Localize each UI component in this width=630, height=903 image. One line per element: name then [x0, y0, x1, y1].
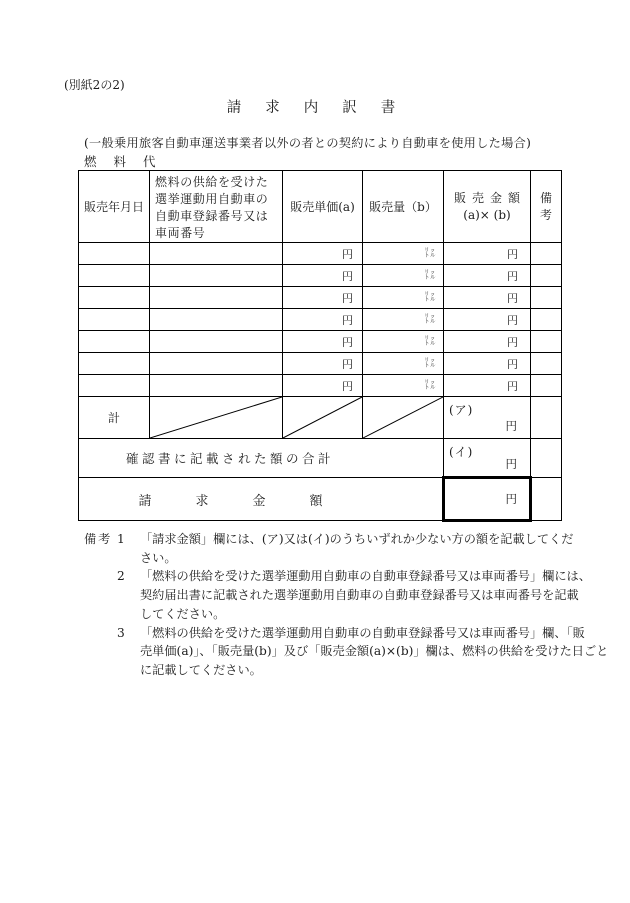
- note-text: 「請求金額」欄には、(ア)又は(イ)のうちいずれか少ない方の額を記載してくだ さい。: [140, 532, 574, 565]
- total-amount-cell: [444, 397, 531, 439]
- cell-remarks: [531, 331, 562, 353]
- notes-label: 備考: [84, 532, 113, 546]
- liter-unit: リッ トル: [424, 313, 436, 325]
- cell-vehicle-registration: [150, 287, 283, 309]
- cell-amount-yen: 円: [444, 265, 531, 287]
- table-row: [79, 353, 562, 375]
- billing-amount-label: 請求金額: [79, 478, 444, 521]
- cell-unit-price-yen: 円: [283, 265, 363, 287]
- note-number: 1: [117, 532, 125, 546]
- note-item-1: [84, 530, 574, 567]
- cell-remarks: [531, 353, 562, 375]
- cell-sale-date: [79, 265, 150, 287]
- liter-unit: リッ トル: [424, 357, 436, 369]
- liter-unit: リッ トル: [424, 291, 436, 303]
- billing-remarks-cell: [531, 478, 562, 521]
- cell-quantity-liter: [363, 265, 444, 287]
- header-sale-date: 販売年月日: [79, 171, 150, 243]
- total-amount-yen: 円: [505, 419, 517, 433]
- fuel-cost-table: [78, 170, 562, 522]
- cell-vehicle-registration: [150, 353, 283, 375]
- cell-amount-yen: 円: [444, 331, 531, 353]
- cell-vehicle-registration: [150, 309, 283, 331]
- note-number: 2: [117, 569, 125, 584]
- cell-sale-date: [79, 287, 150, 309]
- confirmed-remarks-cell: [531, 439, 562, 478]
- header-sales-amount-line1: 販売金額: [453, 190, 526, 205]
- cell-quantity-liter: [363, 353, 444, 375]
- cell-vehicle-registration: [150, 375, 283, 397]
- diagonal-strike-line: [150, 397, 282, 438]
- table-row: [79, 287, 562, 309]
- header-sales-amount-line2: (a)× (b): [463, 207, 511, 222]
- marker-a: (ア): [449, 403, 474, 417]
- usage-condition-note: (一般乗用旅客自動車運送事業者以外の者との契約により自動車を使用した場合): [84, 136, 532, 150]
- cell-vehicle-registration: [150, 331, 283, 353]
- cell-unit-price-yen: 円: [283, 353, 363, 375]
- note-number: 3: [117, 625, 125, 640]
- header-unit-price: 販売単価(a): [283, 171, 363, 243]
- billing-amount-row: [79, 478, 562, 521]
- cell-quantity-liter: [363, 243, 444, 265]
- cell-remarks: [531, 265, 562, 287]
- confirmed-amount-cell: [444, 439, 531, 478]
- liter-unit: リッ トル: [424, 269, 436, 281]
- table-row: [79, 331, 562, 353]
- table-header-row: [79, 171, 562, 243]
- notes-section: [84, 530, 609, 680]
- cell-unit-price-yen: 円: [283, 287, 363, 309]
- attachment-label: (別紙2の2): [64, 78, 125, 92]
- cell-remarks: [531, 375, 562, 397]
- total-diagonal-cell: [363, 397, 444, 439]
- section-label-fuel-cost: 燃料代: [84, 154, 173, 169]
- header-remarks: 備 考: [531, 171, 562, 243]
- confirmed-total-row: [79, 439, 562, 478]
- cell-unit-price-yen: 円: [283, 243, 363, 265]
- marker-i: (イ): [449, 445, 474, 459]
- cell-quantity-liter: [363, 287, 444, 309]
- cell-remarks: [531, 309, 562, 331]
- total-label: 計: [79, 397, 150, 439]
- note-text: 「燃料の供給を受けた選挙運動用自動車の自動車登録番号又は車両番号」欄、「販 売単価(a)」、「販売量(b)」及び「販売金額(a)×(b)」欄は、燃料の供給を受けた日ごと に記載してください。: [140, 625, 609, 677]
- cell-vehicle-registration: [150, 265, 283, 287]
- cell-vehicle-registration: [150, 243, 283, 265]
- confirmed-amount-yen: 円: [505, 457, 517, 471]
- table-row: [79, 265, 562, 287]
- cell-unit-price-yen: 円: [283, 309, 363, 331]
- table-row: [79, 309, 562, 331]
- note-item-2: [84, 567, 591, 623]
- cell-sale-date: [79, 243, 150, 265]
- total-row: [79, 397, 562, 439]
- cell-sale-date: [79, 375, 150, 397]
- cell-quantity-liter: [363, 309, 444, 331]
- cell-remarks: [531, 287, 562, 309]
- header-quantity: 販売量（b）: [363, 171, 444, 243]
- billing-amount-cell: 円: [444, 478, 531, 521]
- header-sales-amount: [444, 171, 531, 243]
- header-vehicle-registration: 燃料の供給を受けた選挙運動用自動車の自動車登録番号又は車両番号: [150, 171, 283, 243]
- cell-amount-yen: 円: [444, 243, 531, 265]
- cell-quantity-liter: [363, 331, 444, 353]
- cell-remarks: [531, 243, 562, 265]
- confirmed-total-label: 確認書に記載された額の合計: [79, 439, 444, 478]
- cell-amount-yen: 円: [444, 353, 531, 375]
- total-diagonal-cell: [150, 397, 283, 439]
- total-diagonal-cell: [283, 397, 363, 439]
- page-title: 請求内訳書: [226, 100, 420, 116]
- table-row: [79, 243, 562, 265]
- note-item-3: [84, 624, 609, 680]
- cell-amount-yen: 円: [444, 287, 531, 309]
- cell-sale-date: [79, 353, 150, 375]
- cell-amount-yen: 円: [444, 375, 531, 397]
- cell-quantity-liter: [363, 375, 444, 397]
- cell-sale-date: [79, 331, 150, 353]
- diagonal-strike-line: [283, 397, 362, 438]
- diagonal-strike-line: [363, 397, 443, 438]
- table-row: [79, 375, 562, 397]
- cell-sale-date: [79, 309, 150, 331]
- liter-unit: リッ トル: [424, 335, 436, 347]
- liter-unit: リッ トル: [424, 379, 436, 391]
- cell-unit-price-yen: 円: [283, 331, 363, 353]
- cell-amount-yen: 円: [444, 309, 531, 331]
- total-remarks-cell: [531, 397, 562, 439]
- liter-unit: リッ トル: [424, 247, 436, 259]
- cell-unit-price-yen: 円: [283, 375, 363, 397]
- note-text: 「燃料の供給を受けた選挙運動用自動車の自動車登録番号又は車両番号」欄には、 契約届出書に記載された選挙運動用自動車の自動車登録番号又は車両番号を記載 してください。: [140, 569, 591, 621]
